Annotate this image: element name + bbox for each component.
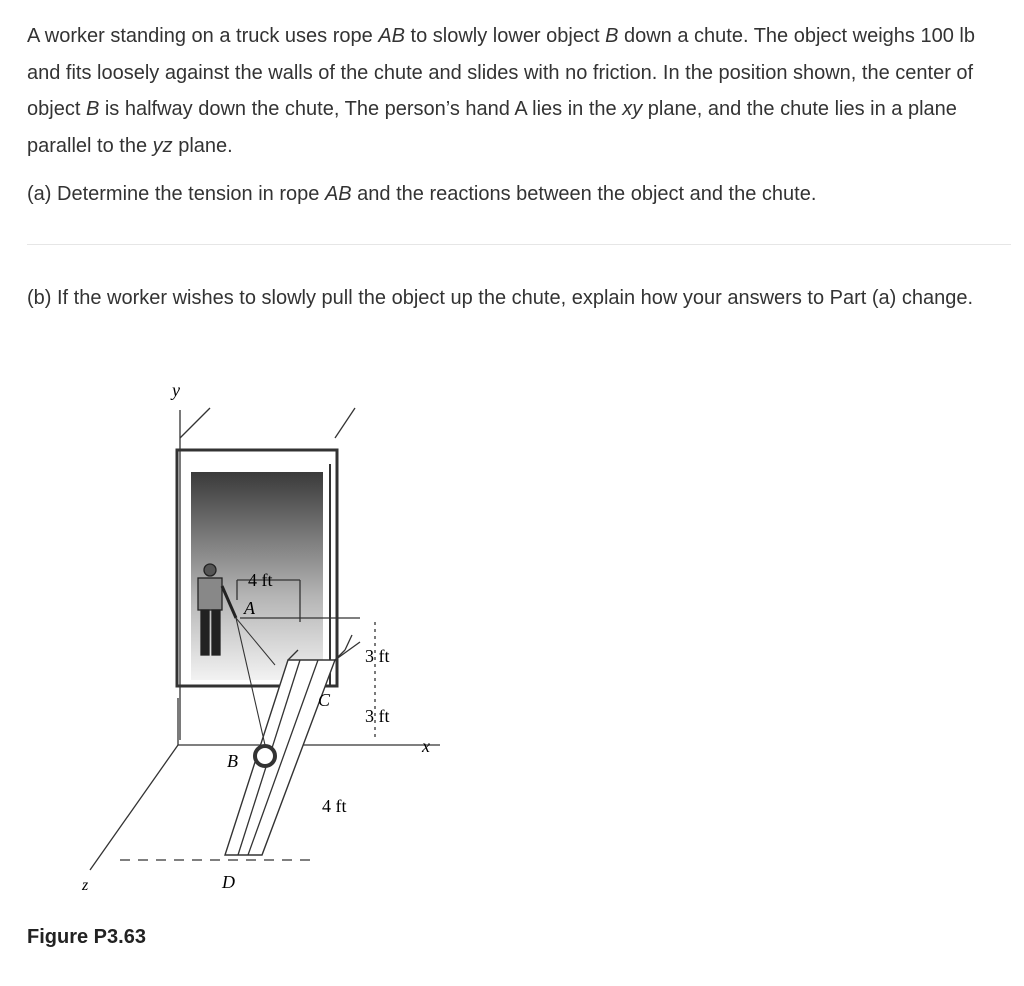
text-run: is halfway down the chute, The person’s hand A lies in the: [99, 98, 623, 120]
object-b: [255, 746, 275, 766]
point-b-label: B: [227, 751, 238, 771]
point-a-label: A: [244, 598, 255, 618]
y-axis-label: y: [172, 380, 180, 400]
text-run: (a) Determine the tension in rope: [27, 183, 325, 205]
dim-3ft-upper: 3 ft: [365, 646, 390, 666]
text-run: A worker standing on a truck uses rope: [27, 25, 379, 47]
text-run: down a chute. The object weighs 100 lb and fits loosely against the walls of the chute and slides with no friction. In the position shown, the center of object: [27, 25, 975, 120]
text-run: to slowly lower object: [405, 25, 606, 47]
italic-term: AB: [378, 25, 405, 47]
text-run: plane, and the chute lies in a plane parallel to the: [27, 98, 957, 157]
z-axis-line: [90, 745, 178, 870]
part-b-question: [27, 280, 1007, 317]
problem-statement: [27, 18, 1007, 164]
italic-term: AB: [324, 183, 352, 205]
dim-4ft-top: 4 ft: [248, 570, 273, 590]
z-axis-label: z: [82, 877, 89, 894]
italic-term: B: [605, 25, 619, 47]
italic-term: xy: [622, 98, 643, 120]
text-run: (b) If the worker wishes to slowly pull the object up the chute, explain how your answers to Part (a) change.: [27, 287, 974, 309]
dim-3ft-lower: 3 ft: [365, 706, 390, 726]
point-c-label: C: [318, 690, 331, 710]
text-run: plane.: [172, 134, 233, 157]
part-a-question: [27, 176, 1007, 213]
truck-chute-figure: [60, 360, 460, 900]
italic-term: yz: [152, 134, 173, 157]
text-run: and the reactions between the object and the chute.: [351, 183, 817, 205]
x-axis-label: x: [422, 736, 430, 756]
figure-caption: Figure P3.63: [27, 926, 146, 948]
section-divider: [27, 244, 1011, 245]
point-d-label: D: [222, 872, 235, 892]
italic-term: B: [85, 98, 100, 120]
dim-4ft-bottom: 4 ft: [322, 796, 347, 816]
